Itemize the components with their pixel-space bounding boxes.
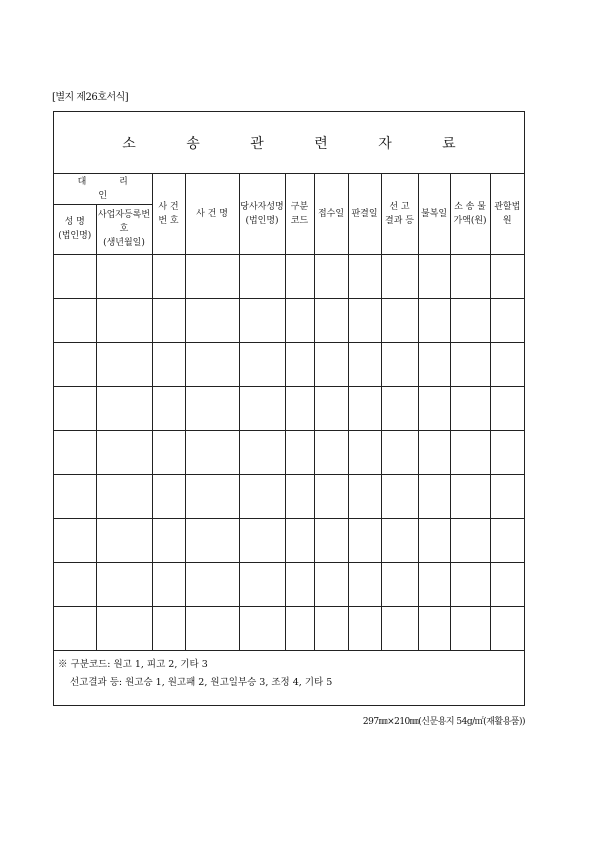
table-cell[interactable]	[185, 298, 239, 342]
table-cell[interactable]	[285, 386, 314, 430]
form-title: 소 송 관 련 자 료	[54, 112, 524, 174]
table-cell[interactable]	[96, 254, 152, 298]
table-cell[interactable]	[314, 474, 348, 518]
code-notes	[54, 652, 524, 705]
table-cell[interactable]	[185, 474, 239, 518]
table-cell[interactable]	[418, 518, 450, 562]
table-cell[interactable]	[54, 298, 96, 342]
header-value: 소 송 물 가액(원)	[450, 174, 490, 254]
table-cell[interactable]	[450, 518, 490, 562]
table-cell[interactable]	[152, 518, 185, 562]
table-cell[interactable]	[96, 342, 152, 386]
table-cell[interactable]	[490, 430, 524, 474]
table-cell[interactable]	[285, 562, 314, 606]
table-row	[54, 386, 524, 430]
header-appeal-result: 선 고 결과 등	[381, 174, 418, 254]
table-cell[interactable]	[381, 342, 418, 386]
table-cell[interactable]	[490, 474, 524, 518]
table-cell[interactable]	[96, 298, 152, 342]
header-case-number: 사 건 번 호	[152, 174, 185, 254]
table-cell[interactable]	[418, 606, 450, 650]
form-frame	[53, 111, 525, 706]
table-cell[interactable]	[285, 298, 314, 342]
note-line-2: 선고결과 등: 원고승 1, 원고패 2, 원고일부승 3, 조정 4, 기타 5	[70, 677, 333, 688]
table-row	[54, 474, 524, 518]
table-cell[interactable]	[152, 342, 185, 386]
table-cell[interactable]	[152, 298, 185, 342]
table-cell[interactable]	[490, 518, 524, 562]
table-cell[interactable]	[239, 298, 285, 342]
table-row	[54, 342, 524, 386]
table-cell[interactable]	[54, 430, 96, 474]
table-cell[interactable]	[418, 254, 450, 298]
table-cell[interactable]	[450, 298, 490, 342]
table-cell[interactable]	[152, 254, 185, 298]
table-cell[interactable]	[314, 386, 348, 430]
table-cell[interactable]	[381, 386, 418, 430]
table-cell[interactable]	[314, 254, 348, 298]
header-party-name: 당사자성명 (법인명)	[239, 174, 285, 254]
table-cell[interactable]	[418, 342, 450, 386]
table-cell[interactable]	[185, 254, 239, 298]
table-cell[interactable]	[348, 606, 381, 650]
table-cell[interactable]	[450, 342, 490, 386]
table-cell[interactable]	[450, 606, 490, 650]
table-cell[interactable]	[418, 430, 450, 474]
table-cell[interactable]	[96, 518, 152, 562]
table-cell[interactable]	[54, 386, 96, 430]
table-cell[interactable]	[239, 606, 285, 650]
table-cell[interactable]	[239, 562, 285, 606]
table-row	[54, 606, 524, 650]
table-cell[interactable]	[239, 386, 285, 430]
table-cell[interactable]	[152, 562, 185, 606]
table-cell[interactable]	[490, 254, 524, 298]
table-cell[interactable]	[418, 562, 450, 606]
table-cell[interactable]	[152, 386, 185, 430]
table-cell[interactable]	[54, 518, 96, 562]
table-cell[interactable]	[490, 298, 524, 342]
table-cell[interactable]	[450, 474, 490, 518]
table-cell[interactable]	[185, 386, 239, 430]
table-cell[interactable]	[285, 254, 314, 298]
table-cell[interactable]	[185, 342, 239, 386]
form-number-label: [별지 제26호서식]	[52, 92, 129, 103]
table-cell[interactable]	[381, 474, 418, 518]
table-cell[interactable]	[54, 562, 96, 606]
table-cell[interactable]	[239, 254, 285, 298]
paper-spec-footer: 297㎜×210㎜(신문용지 54g/㎡(재활용품))	[362, 717, 525, 727]
table-cell[interactable]	[54, 606, 96, 650]
table-cell[interactable]	[381, 298, 418, 342]
table-cell[interactable]	[152, 474, 185, 518]
header-agent-regno: 사업자등록번호 (생년월일)	[96, 204, 152, 254]
table-cell[interactable]	[418, 298, 450, 342]
table-cell[interactable]	[381, 518, 418, 562]
header-judgment-date: 판결일	[348, 174, 381, 254]
table-cell[interactable]	[285, 606, 314, 650]
table-cell[interactable]	[418, 474, 450, 518]
table-cell[interactable]	[96, 430, 152, 474]
table-cell[interactable]	[314, 606, 348, 650]
table-cell[interactable]	[348, 518, 381, 562]
table-cell[interactable]	[314, 298, 348, 342]
header-court: 관할법원	[490, 174, 524, 254]
header-receipt-date: 접수일	[314, 174, 348, 254]
table-cell[interactable]	[381, 430, 418, 474]
table-cell[interactable]	[348, 474, 381, 518]
table-cell[interactable]	[490, 386, 524, 430]
table-cell[interactable]	[381, 606, 418, 650]
litigation-table	[54, 174, 524, 651]
table-cell[interactable]	[96, 474, 152, 518]
table-cell[interactable]	[490, 342, 524, 386]
table-cell[interactable]	[418, 386, 450, 430]
table-cell[interactable]	[490, 606, 524, 650]
table-row	[54, 518, 524, 562]
table-cell[interactable]	[348, 562, 381, 606]
table-cell[interactable]	[285, 474, 314, 518]
table-cell[interactable]	[450, 254, 490, 298]
table-cell[interactable]	[96, 606, 152, 650]
table-cell[interactable]	[285, 342, 314, 386]
table-cell[interactable]	[314, 562, 348, 606]
header-case-name: 사 건 명	[185, 174, 239, 254]
table-cell[interactable]	[152, 430, 185, 474]
table-cell[interactable]	[381, 254, 418, 298]
table-cell[interactable]	[239, 430, 285, 474]
table-cell[interactable]	[314, 518, 348, 562]
table-cell[interactable]	[239, 342, 285, 386]
table-cell[interactable]	[96, 562, 152, 606]
table-row	[54, 254, 524, 298]
table-cell[interactable]	[185, 518, 239, 562]
table-cell[interactable]	[185, 562, 239, 606]
table-cell[interactable]	[450, 386, 490, 430]
table-cell[interactable]	[54, 474, 96, 518]
table-cell[interactable]	[285, 518, 314, 562]
table-cell[interactable]	[348, 342, 381, 386]
table-cell[interactable]	[490, 562, 524, 606]
table-cell[interactable]	[285, 430, 314, 474]
table-cell[interactable]	[239, 518, 285, 562]
header-code: 구분 코드	[285, 174, 314, 254]
table-cell[interactable]	[239, 474, 285, 518]
table-cell[interactable]	[450, 562, 490, 606]
table-cell[interactable]	[152, 606, 185, 650]
table-cell[interactable]	[185, 430, 239, 474]
table-cell[interactable]	[348, 254, 381, 298]
table-cell[interactable]	[381, 562, 418, 606]
table-cell[interactable]	[314, 342, 348, 386]
header-agent: 대 리 인	[54, 174, 152, 204]
note-line-1: ※ 구분코드: 원고 1, 피고 2, 기타 3	[58, 659, 208, 670]
table-cell[interactable]	[96, 386, 152, 430]
table-cell[interactable]	[348, 298, 381, 342]
header-agent-name: 성 명 (법인명)	[54, 204, 96, 254]
table-cell[interactable]	[54, 342, 96, 386]
table-cell[interactable]	[348, 386, 381, 430]
table-row	[54, 298, 524, 342]
table-row	[54, 562, 524, 606]
table-cell[interactable]	[450, 430, 490, 474]
table-cell[interactable]	[54, 254, 96, 298]
header-objection-date: 불복일	[418, 174, 450, 254]
table-row	[54, 430, 524, 474]
table-cell[interactable]	[185, 606, 239, 650]
table-cell[interactable]	[314, 430, 348, 474]
table-cell[interactable]	[348, 430, 381, 474]
